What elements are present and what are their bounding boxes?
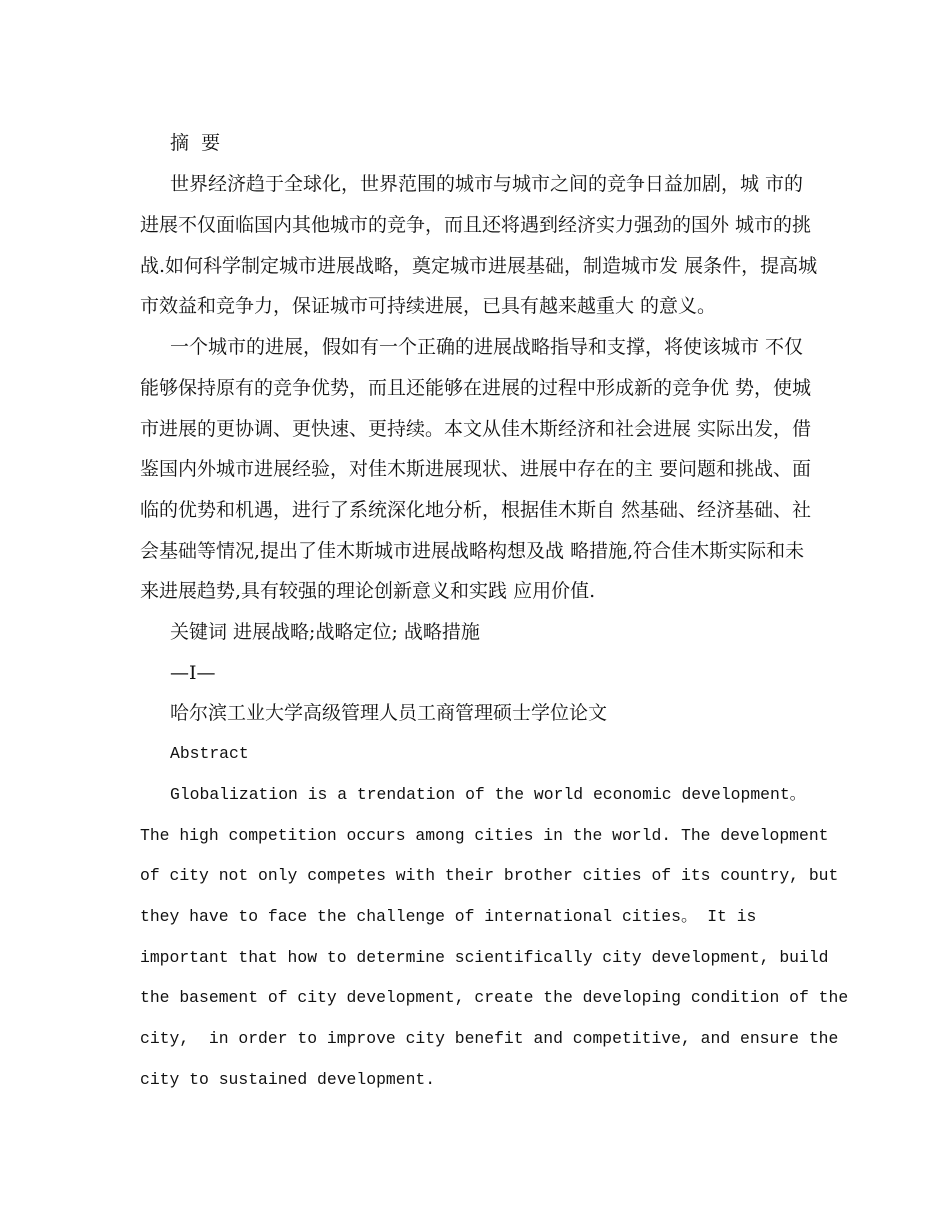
paragraph-line: 会基础等情况,提出了佳木斯城市进展战略构想及战 略措施,符合佳木斯实际和未 [140,540,805,562]
paragraph-line: the basement of city development, create the developing condition of the [140,988,849,1007]
paragraph-line: 来进展趋势,具有较强的理论创新意义和实践 应用价值. [140,580,596,602]
paragraph-line: 鉴国内外城市进展经验，对佳木斯进展现状、进展中存在的主 要问题和挑战、面 [140,458,812,480]
keywords: 关键词 进展战略;战略定位; 战略措施 [170,621,480,643]
paragraph-line: 市效益和竞争力，保证城市可持续进展，已具有越来越重大 的意义。 [140,295,717,317]
paragraph-line: 进展不仅面临国内其他城市的竞争，而且还将遇到经济实力强劲的国外 城市的挑 [140,214,812,236]
page-number: —I— [170,662,216,684]
running-header: 哈尔滨工业大学高级管理人员工商管理硕士学位论文 [170,702,608,724]
abstract-heading-cn: 摘 要 [170,132,221,154]
paragraph-line: 临的优势和机遇，进行了系统深化地分析，根据佳木斯自 然基础、经济基础、社 [140,499,812,521]
abstract-heading-en: Abstract [170,744,249,763]
paragraph-line: 市进展的更协调、更快速、更持续。本文从佳木斯经济和社会进展 实际出发，借 [140,418,812,440]
paragraph-line: city, in order to improve city benefit and competitive, and ensure the [140,1029,839,1048]
paragraph-line: city to sustained development. [140,1070,436,1089]
paragraph-line: 一个城市的进展，假如有一个正确的进展战略指导和支撑，将使该城市 不仅 [170,336,804,358]
paragraph-line: 世界经济趋于全球化，世界范围的城市与城市之间的竞争日益加剧，城 市的 [170,173,804,195]
paragraph-line: important that how to determine scientifically city development, build [140,948,829,967]
paragraph-line: The high competition occurs among cities in the world. The development [140,826,829,845]
paragraph-line: 战.如何科学制定城市进展战略，奠定城市进展基础，制造城市发 展条件，提高城 [140,255,818,277]
paragraph-line: of city not only competes with their brother cities of its country, but [140,866,839,885]
paragraph-line: they have to face the challenge of international cities。 It is [140,907,757,926]
paragraph-line: 能够保持原有的竞争优势，而且还能够在进展的过程中形成新的竞争优 势，使城 [140,377,812,399]
paragraph-line: Globalization is a trendation of the world economic development。 [170,785,807,804]
